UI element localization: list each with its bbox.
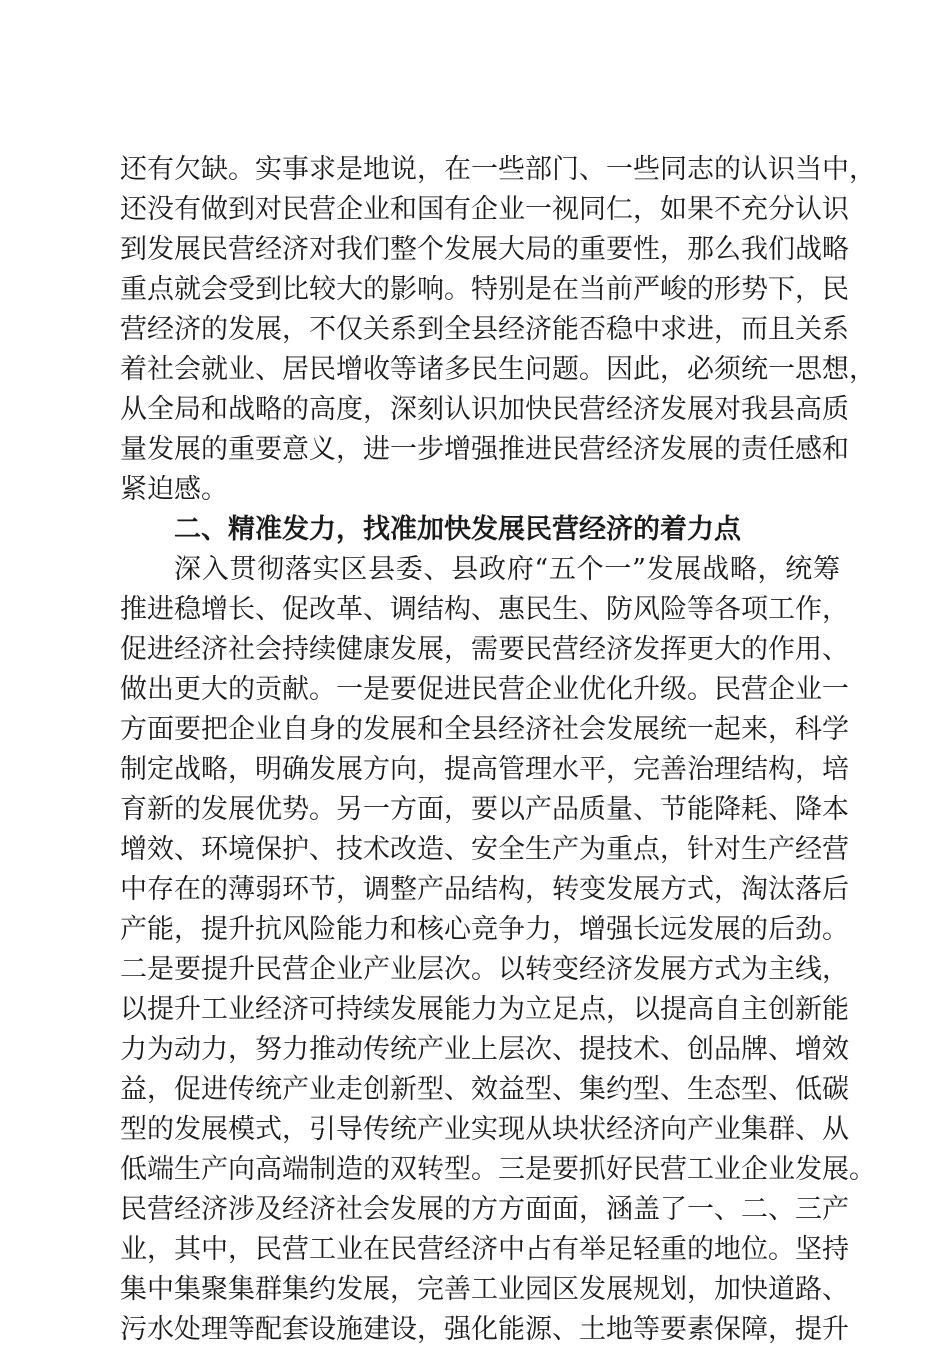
paragraph-line: 营经济的发展，不仅关系到全县经济能否稳中求进，而且关系 bbox=[120, 314, 849, 345]
paragraph-line: 育新的发展优势。另一方面，要以产品质量、节能降耗、降本 bbox=[120, 794, 849, 825]
paragraph-line: 集中集聚集群集约发展，完善工业园区发展规划，加快道路、 bbox=[120, 1274, 849, 1305]
paragraph-line: 力为动力，努力推动传统产业上层次、提技术、创品牌、增效 bbox=[120, 1034, 849, 1065]
paragraph-line: 增效、环境保护、技术改造、安全生产为重点，针对生产经营 bbox=[120, 834, 849, 865]
section-heading: 二、精准发力，找准加快发展民营经济的着力点 bbox=[174, 514, 741, 545]
paragraph-line: 污水处理等配套设施建设，强化能源、土地等要素保障，提升 bbox=[120, 1314, 849, 1345]
paragraph-line: 益，促进传统产业走创新型、效益型、集约型、生态型、低碳 bbox=[120, 1074, 849, 1105]
paragraph-line: 二是要提升民营企业产业层次。以转变经济发展方式为主线， bbox=[120, 954, 849, 985]
paragraph-line: 深入贯彻落实区县委、县政府“五个一”发展战略，统筹 bbox=[174, 554, 840, 585]
paragraph-line: 促进经济社会持续健康发展，需要民营经济发挥更大的作用、 bbox=[120, 634, 849, 665]
paragraph-line: 型的发展模式，引导传统产业实现从块状经济向产业集群、从 bbox=[120, 1114, 849, 1145]
paragraph-line: 业，其中，民营工业在民营经济中占有举足轻重的地位。坚持 bbox=[120, 1234, 849, 1265]
paragraph-line: 做出更大的贡献。一是要促进民营企业优化升级。民营企业一 bbox=[120, 674, 849, 705]
paragraph-line: 着社会就业、居民增收等诸多民生问题。因此，必须统一思想， bbox=[120, 354, 876, 385]
paragraph-line: 从全局和战略的高度，深刻认识加快民营经济发展对我县高质 bbox=[120, 394, 849, 425]
paragraph-line: 以提升工业经济可持续发展能力为立足点，以提高自主创新能 bbox=[120, 994, 849, 1025]
paragraph-line: 推进稳增长、促改革、调结构、惠民生、防风险等各项工作， bbox=[120, 594, 849, 625]
paragraph-line: 重点就会受到比较大的影响。特别是在当前严峻的形势下，民 bbox=[120, 274, 849, 305]
paragraph-line: 到发展民营经济对我们整个发展大局的重要性，那么我们战略 bbox=[120, 234, 849, 265]
paragraph-line: 量发展的重要意义，进一步增强推进民营经济发展的责任感和 bbox=[120, 434, 849, 465]
paragraph-line: 民营经济涉及经济社会发展的方方面面，涵盖了一、二、三产 bbox=[120, 1194, 849, 1225]
paragraph-line: 低端生产向高端制造的双转型。三是要抓好民营工业企业发展。 bbox=[120, 1154, 876, 1185]
paragraph-line: 还没有做到对民营企业和国有企业一视同仁，如果不充分认识 bbox=[120, 194, 849, 225]
paragraph-line: 还有欠缺。实事求是地说，在一些部门、一些同志的认识当中， bbox=[120, 154, 876, 185]
paragraph-line: 中存在的薄弱环节，调整产品结构，转变发展方式，淘汰落后 bbox=[120, 874, 849, 905]
paragraph-line: 紧迫感。 bbox=[120, 474, 228, 505]
paragraph-line: 制定战略，明确发展方向，提高管理水平，完善治理结构，培 bbox=[120, 754, 849, 785]
paragraph-line: 产能，提升抗风险能力和核心竞争力，增强长远发展的后劲。 bbox=[120, 914, 849, 945]
paragraph-line: 方面要把企业自身的发展和全县经济社会发展统一起来，科学 bbox=[120, 714, 849, 745]
